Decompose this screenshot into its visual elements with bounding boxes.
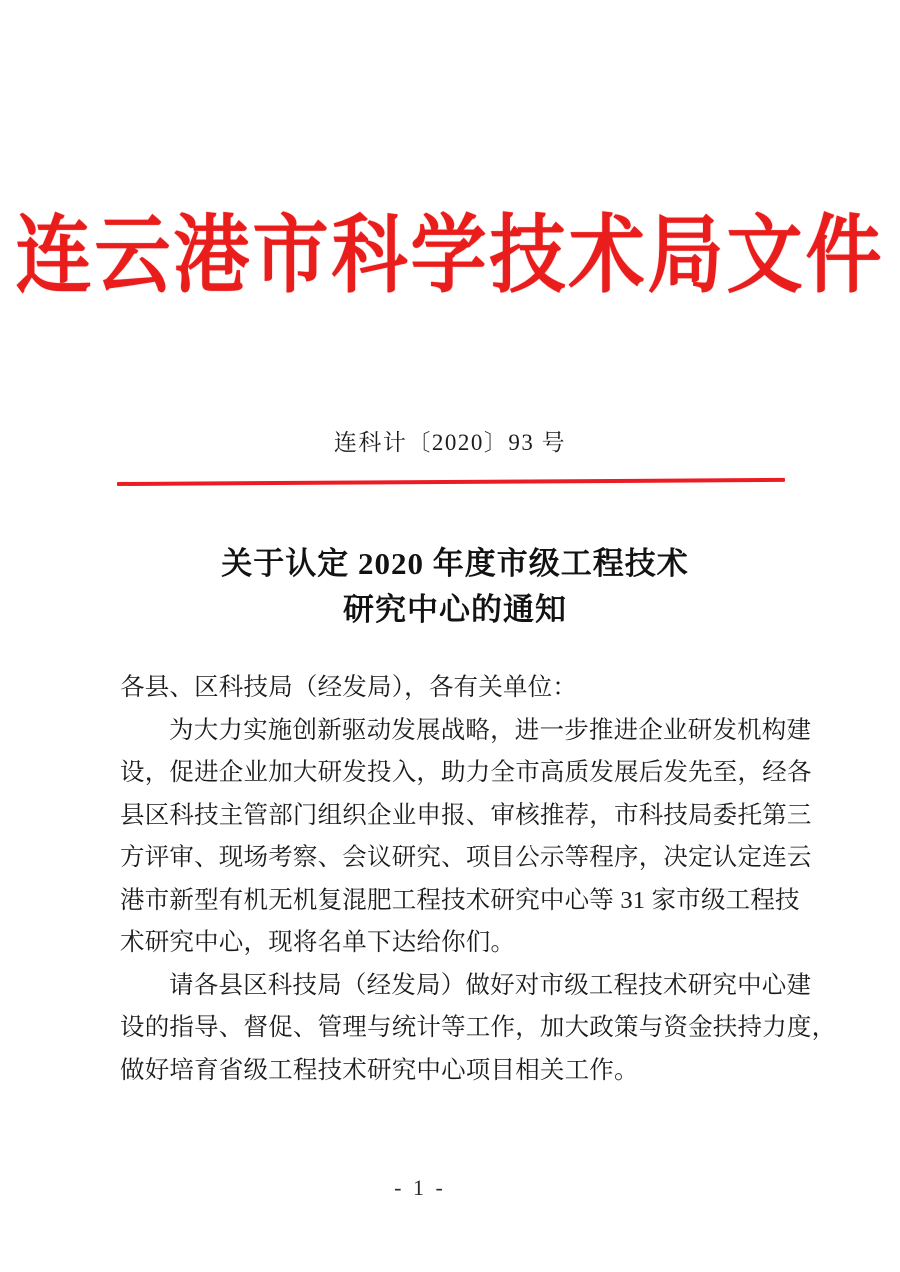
salutation-line: 各县、区科技局（经发局），各有关单位： — [120, 674, 578, 701]
page-title-line-2: 研究中心的通知 — [343, 592, 567, 627]
masthead — [0, 209, 900, 304]
document-number: 连科计〔2020〕93 号 — [333, 430, 567, 455]
page-title-line-1: 关于认定 2020 年度市级工程技术 — [221, 546, 689, 581]
masthead-title: 连云港市科学技术局文件 — [15, 209, 885, 304]
paragraph-2-line-2: 设的指导、督促、管理与统计等工作，加大政策与资金扶持力度， — [120, 1014, 837, 1041]
document-body — [120, 667, 837, 1092]
paragraph-1-line-6: 术研究中心，现将名单下达给你们。 — [120, 929, 516, 956]
paragraph-1-line-5: 港市新型有机无机复混肥工程技术研究中心等 31 家市级工程技 — [120, 886, 800, 914]
paragraph-1-line-1: 为大力实施创新驱动发展战略，进一步推进企业研发机构建 — [169, 716, 812, 744]
body-paragraph-1 — [120, 710, 812, 965]
paragraph-1-line-4: 方评审、现场考察、会议研究、项目公示等程序，决定认定连云 — [120, 844, 812, 871]
paragraph-1-line-3: 县区科技主管部门组织企业申报、审核推荐，市科技局委托第三 — [120, 801, 812, 829]
page-number: - 1 - — [394, 1175, 446, 1200]
salutation — [120, 667, 792, 710]
page-title — [120, 541, 790, 633]
body-paragraph-2 — [120, 965, 837, 1093]
paragraph-2-line-3: 做好培育省级工程技术研究中心项目相关工作。 — [120, 1056, 639, 1084]
paragraph-2-line-1: 请各县区科技局（经发局）做好对市级工程技术研究中心建 — [169, 971, 812, 999]
paragraph-1-line-2: 设，促进企业加大研发投入，助力全市高质发展后发先至，经各 — [120, 759, 812, 786]
red-divider-line — [117, 478, 785, 486]
